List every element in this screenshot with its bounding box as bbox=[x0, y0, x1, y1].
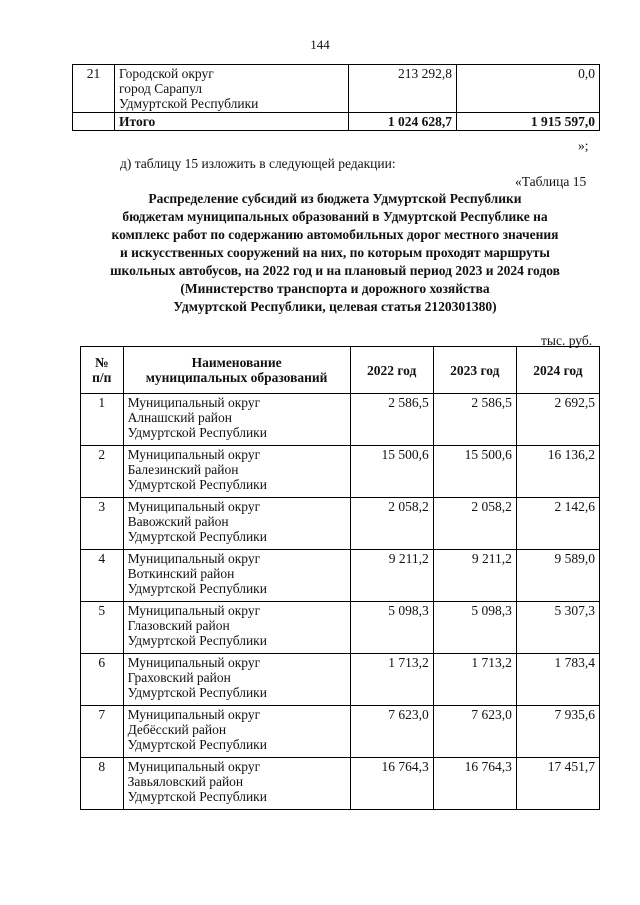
municipality-name: Городской округ город Сарапул Удмуртской Республики bbox=[115, 65, 349, 113]
value-2023: 16 764,3 bbox=[433, 758, 516, 810]
value-2024: 1 783,4 bbox=[516, 654, 599, 706]
table-row bbox=[81, 498, 600, 550]
table-reference: «Таблица 15 bbox=[515, 174, 587, 189]
municipality-name: Муниципальный округ Дебёсский район Удмуртской Республики bbox=[123, 706, 350, 758]
header-2024: 2024 год bbox=[516, 347, 599, 394]
row-number: 21 bbox=[73, 65, 115, 113]
unit-label: тыс. руб. bbox=[541, 333, 593, 348]
row-number: 8 bbox=[81, 758, 124, 810]
value-2024: 16 136,2 bbox=[516, 446, 599, 498]
value-cell: 0,0 bbox=[457, 65, 600, 113]
value-2023: 2 586,5 bbox=[433, 394, 516, 446]
value-2023: 2 058,2 bbox=[433, 498, 516, 550]
table-row bbox=[81, 446, 600, 498]
header-2022: 2022 год bbox=[350, 347, 433, 394]
value-2023: 5 098,3 bbox=[433, 602, 516, 654]
value-2023: 9 211,2 bbox=[433, 550, 516, 602]
value-2022: 5 098,3 bbox=[350, 602, 433, 654]
value-2024: 17 451,7 bbox=[516, 758, 599, 810]
instruction-text: д) таблицу 15 изложить в следующей редакции: bbox=[120, 156, 396, 171]
row-number: 1 bbox=[81, 394, 124, 446]
header-2023: 2023 год bbox=[433, 347, 516, 394]
row-number: 2 bbox=[81, 446, 124, 498]
table-row bbox=[81, 654, 600, 706]
row-number: 3 bbox=[81, 498, 124, 550]
total-label: Итого bbox=[115, 113, 349, 131]
total-value: 1 915 597,0 bbox=[457, 113, 600, 131]
municipality-name: Муниципальный округ Граховский район Удмуртской Республики bbox=[123, 654, 350, 706]
value-2022: 7 623,0 bbox=[350, 706, 433, 758]
value-2023: 7 623,0 bbox=[433, 706, 516, 758]
row-number: 4 bbox=[81, 550, 124, 602]
total-row bbox=[73, 113, 600, 131]
value-2024: 5 307,3 bbox=[516, 602, 599, 654]
municipality-name: Муниципальный округ Воткинский район Удмуртской Республики bbox=[123, 550, 350, 602]
page-number: 144 bbox=[310, 37, 330, 52]
table-row bbox=[81, 758, 600, 810]
municipality-name: Муниципальный округ Балезинский район Удмуртской Республики bbox=[123, 446, 350, 498]
municipality-name: Муниципальный округ Вавожский район Удмуртской Республики bbox=[123, 498, 350, 550]
municipality-name: Муниципальный округ Завьяловский район Удмуртской Республики bbox=[123, 758, 350, 810]
value-2022: 2 058,2 bbox=[350, 498, 433, 550]
value-cell: 213 292,8 bbox=[349, 65, 457, 113]
municipality-name: Муниципальный округ Глазовский район Удмуртской Республики bbox=[123, 602, 350, 654]
value-2022: 15 500,6 bbox=[350, 446, 433, 498]
value-2024: 7 935,6 bbox=[516, 706, 599, 758]
table-row bbox=[81, 550, 600, 602]
value-2022: 2 586,5 bbox=[350, 394, 433, 446]
table-row bbox=[81, 706, 600, 758]
row-number: 7 bbox=[81, 706, 124, 758]
table-row bbox=[73, 65, 600, 113]
value-2022: 16 764,3 bbox=[350, 758, 433, 810]
row-number: 6 bbox=[81, 654, 124, 706]
value-2022: 1 713,2 bbox=[350, 654, 433, 706]
value-2022: 9 211,2 bbox=[350, 550, 433, 602]
table-row bbox=[81, 394, 600, 446]
municipality-name: Муниципальный округ Алнашский район Удмуртской Республики bbox=[123, 394, 350, 446]
previous-table-continuation bbox=[72, 64, 600, 131]
table-row bbox=[81, 602, 600, 654]
subsidy-table bbox=[80, 346, 600, 810]
value-2024: 9 589,0 bbox=[516, 550, 599, 602]
table-title: Распределение субсидий из бюджета Удмуртской Республики бюджетам муниципальных образований в Удмуртской Республике на комплекс работ по содержанию автомобильных дорог местного значения и искусственных сооружений на них, по которым проходят маршруты школьных автобусов, на 2022 год и на плановый период 2023 и 2024 годов (Министерство транспорта и дорожного хозяйства Удмуртской Республики, целевая статья 2120301380) bbox=[110, 191, 560, 314]
header-name: Наименование муниципальных образований bbox=[123, 347, 350, 394]
value-2024: 2 692,5 bbox=[516, 394, 599, 446]
row-number: 5 bbox=[81, 602, 124, 654]
closing-quote: »; bbox=[578, 138, 589, 153]
value-2023: 1 713,2 bbox=[433, 654, 516, 706]
value-2023: 15 500,6 bbox=[433, 446, 516, 498]
total-value: 1 024 628,7 bbox=[349, 113, 457, 131]
header-number: № п/п bbox=[81, 347, 124, 394]
value-2024: 2 142,6 bbox=[516, 498, 599, 550]
table-header bbox=[81, 347, 600, 394]
